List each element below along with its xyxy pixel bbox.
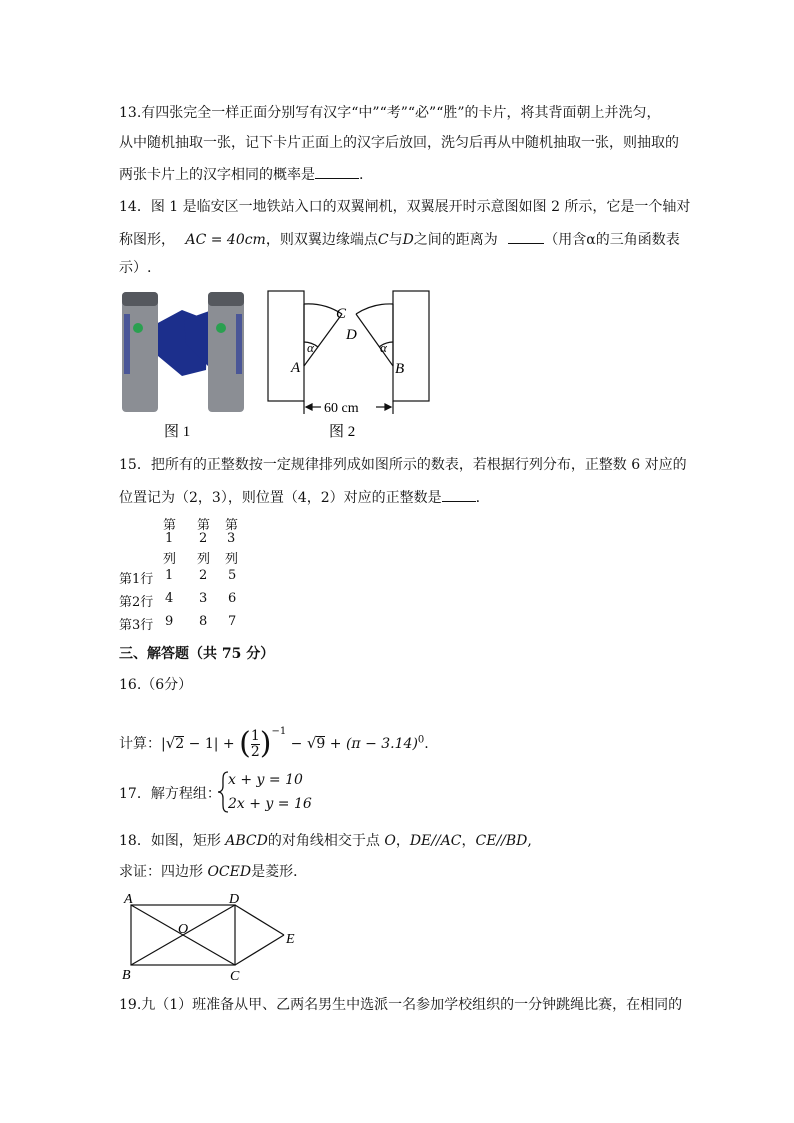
q17-label: 17．解方程组：	[119, 786, 221, 802]
q16-label: 计算：	[119, 736, 161, 752]
q13-line-3-text: 两张卡片上的汉字相同的概率是	[119, 167, 315, 183]
fig2-dim-right-arrow	[385, 404, 391, 410]
row1-col3: 5	[228, 568, 237, 583]
q16-fraction	[251, 729, 260, 760]
q18-label-b: B	[122, 968, 131, 983]
q16-sqrt9-sign: √	[306, 734, 317, 752]
col3-header-3: 列	[225, 552, 239, 567]
col2-header-3: 列	[197, 552, 211, 567]
q17-eq2: 2x + y = 16	[228, 796, 312, 812]
q14-text-a: 称图形，	[119, 232, 175, 248]
col2-header-2: 2	[199, 531, 208, 546]
fig1-left-stripe	[124, 314, 130, 374]
fig1-turnstile	[122, 292, 244, 412]
q16-paren-close: )	[259, 726, 272, 761]
q14-point-d: D	[402, 232, 414, 248]
q16-sqrt2: 2	[175, 736, 185, 752]
q14-text-b: ，则双翼边缘端点	[265, 232, 378, 248]
q16-paren-open: (	[239, 726, 251, 761]
fig2-alpha-left: α	[307, 340, 314, 355]
fig2-right-rect	[393, 291, 429, 401]
fig1-left-check-icon	[133, 323, 143, 333]
q18-line-ce	[235, 935, 284, 965]
q15-answer-blank	[442, 487, 476, 502]
row3-col2: 8	[199, 614, 208, 629]
row3-label: 第3行	[119, 618, 154, 633]
fig2-label-d: D	[346, 327, 357, 343]
q13-line-1: 13.有四张完全一样正面分别写有汉字“中”“考”“必”“胜”的卡片，将其背面朝上并洗匀，	[119, 105, 661, 121]
fig2-dim-left-arrow	[306, 404, 312, 410]
fig2-line-bd	[356, 314, 393, 366]
row2-col2: 3	[199, 591, 208, 606]
q13-line-3	[119, 164, 363, 184]
q18-label-d: D	[229, 892, 240, 907]
row1-col2: 2	[199, 568, 208, 583]
q16-expression	[119, 714, 429, 761]
q18-label-e: E	[286, 932, 295, 947]
q14-text-d: （用含	[544, 232, 587, 248]
fig2-label-b: B	[395, 361, 405, 377]
q18-o: O	[384, 833, 396, 849]
q14-figures	[110, 284, 450, 444]
row2-label: 第2行	[119, 595, 154, 610]
fig1-caption: 图 1	[164, 424, 191, 440]
q16-minus: −	[286, 736, 307, 752]
col1-header-2: 1	[165, 531, 174, 546]
q18-oced: OCED	[207, 864, 252, 880]
fig1-left-top	[122, 292, 158, 306]
row2-col3: 6	[228, 591, 237, 606]
fig2-caption: 图 2	[329, 424, 356, 440]
q18-abcd: ABCD	[225, 833, 268, 849]
q16-minus-one: − 1	[184, 736, 214, 752]
fig2-left-rect	[268, 291, 304, 401]
q18-text-a: 18．如图，矩形	[119, 833, 226, 849]
q18-figure	[116, 890, 316, 985]
q14-ac-formula: AC = 40cm	[185, 232, 266, 248]
col3-header-1: 第	[225, 518, 239, 533]
q16-sqrt9: 9	[316, 736, 326, 752]
q18-line-2	[119, 863, 307, 881]
q14-alpha: α	[586, 232, 596, 248]
row3-col3: 7	[228, 614, 237, 629]
q14-line-3: 示）.	[119, 260, 152, 276]
q15-end: .	[475, 490, 481, 506]
q16-zero-exp: 0	[417, 734, 425, 746]
q18-text-f: 是菱形．	[251, 864, 308, 880]
row1-col1: 1	[165, 568, 174, 583]
q16-frac-num: 1	[250, 727, 260, 744]
row3-col1: 9	[165, 614, 174, 629]
q14-with: 与	[388, 232, 403, 248]
section-3-title: 三、解答题（共 75 分）	[119, 646, 275, 662]
q14-line-2	[119, 229, 680, 249]
q13-end: .	[359, 167, 364, 183]
q14-text-e: 的三角函数表	[595, 232, 680, 248]
q14-point-c: C	[377, 232, 389, 248]
q18-sep: ，	[461, 833, 476, 849]
q15-line-2-text: 位置记为（2，3），则位置（4，2）对应的正整数是	[119, 490, 442, 506]
q18-label-c: C	[230, 969, 240, 984]
q14-text-c: 之间的距离为	[413, 232, 498, 248]
q18-text-b: 的对角线相交于点	[267, 833, 385, 849]
fig2-label-c: C	[336, 306, 347, 322]
q19-line-1: 19.九（1）班准备从甲、乙两名男生中选派一名参加学校组织的一分钟跳绳比赛，在相同的	[119, 997, 683, 1013]
q16-end: .	[424, 736, 429, 752]
q14-answer-blank	[508, 229, 544, 244]
row2-col1: 4	[165, 591, 174, 606]
q13-line-2: 从中随机抽取一张，记下卡片正面上的汉字后放回，洗匀后再从中随机抽取一张，则抽取的	[119, 135, 679, 151]
q18-label-o: O	[178, 922, 189, 937]
q18-text-d: ,	[527, 833, 532, 849]
fig1-right-stripe	[236, 314, 242, 374]
q14-line-1: 14．图 1 是临安区一地铁站入口的双翼闸机，双翼展开时示意图如图 2 所示，它是一个轴对	[119, 199, 691, 215]
q17-eq1: x + y = 10	[228, 772, 303, 788]
q16-header: 16.（6分）	[119, 677, 193, 693]
q16-neg-exp: −1	[271, 726, 287, 737]
col1-header-1: 第	[163, 518, 177, 533]
q13-answer-blank	[315, 164, 359, 179]
q15-line-2	[119, 487, 480, 507]
q16-paren-term: + (π − 3.14)	[325, 736, 418, 752]
q16-abs-close: | +	[213, 736, 235, 752]
q15-line-1: 15．把所有的正整数按一定规律排列成如图所示的数表，若根据行列分布，正整数 6 对应的	[119, 457, 687, 473]
q16-sqrt-sign: √	[165, 734, 176, 752]
q18-text-e: 求证：四边形	[119, 864, 208, 880]
q16-frac-den: 2	[250, 743, 260, 760]
fig1-right-check-icon	[216, 323, 226, 333]
q18-line-1	[119, 832, 532, 850]
col3-header-2: 3	[227, 531, 236, 546]
fig2-schematic	[268, 291, 429, 414]
row1-label: 第1行	[119, 572, 154, 587]
col2-header-1: 第	[197, 518, 211, 533]
col1-header-3: 列	[163, 552, 177, 567]
fig1-right-top	[208, 292, 244, 306]
q18-line-de	[235, 905, 284, 935]
fig2-alpha-right: α	[380, 340, 387, 355]
q18-text-c: ，	[395, 833, 410, 849]
fig2-label-a: A	[291, 360, 301, 376]
fig2-dimension: 60 cm	[324, 401, 359, 416]
q18-cond-2: CE//BD	[475, 833, 528, 849]
q18-cond-1: DE//AC	[409, 833, 462, 849]
q18-label-a: A	[124, 892, 133, 907]
fig2-arc-d	[356, 304, 393, 314]
q16-abs-open: |	[161, 736, 166, 752]
